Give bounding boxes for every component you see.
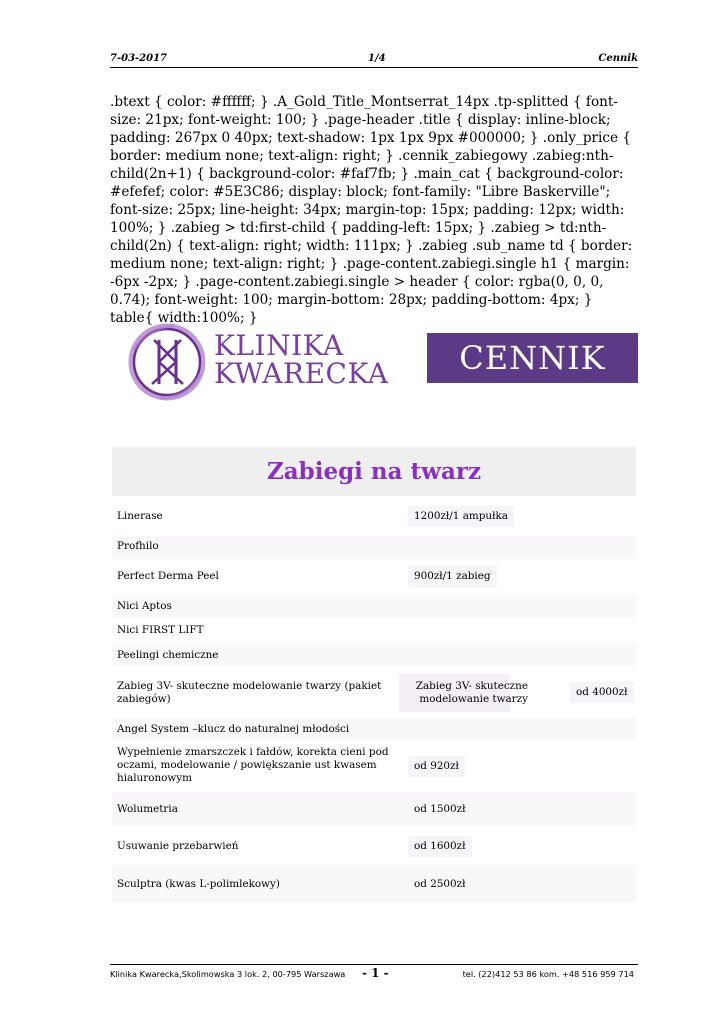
treatment-name: Angel System –klucz do naturalnej młodości [117,723,350,735]
treatment-name: Sculptra (kwas L-polimlekowy) [117,878,280,890]
footer-contact: tel. (22)412 53 86 kom. +48 516 959 714 [462,969,634,979]
treatment-name: Perfect Derma Peel [117,570,219,582]
price-row [112,536,636,558]
page-header [110,53,638,68]
footer-page-number: - 1 - [362,966,389,980]
treatment-sub-name: Zabieg 3V- skuteczne modelowanie twarzy [415,680,528,705]
category-title: Zabiegi na twarz [112,447,636,496]
treatment-name: Wolumetria [117,803,178,815]
sub-name-cell [399,674,528,712]
css-text-block: .btext { color: #ffffff; } .A_Gold_Title_Montserrat_14px .tp-splitted { font-size: 21px; font-weight: 100; } .page-header .title { display: inline-block; padding: 267px 0 40px; text-shadow: 1px 1px 9px #000000; } .only_price { border: medium none; text-align: right; } .cennik_zabiegowy .zabieg:nth-child(2n+1) { background-color: #faf7fb; } .main_cat { background-color: #efefef; color: #5E3C86; display: block; font-family: "Libre Baskerville"; font-size: 25px; line-height: 34px; margin-top: 15px; padding: 12px; width: 100%; } .zabieg > td:first-child { padding-left: 15px; } .zabieg > td:nth-child(2n) { text-align: right; width: 111px; } .zabieg .sub_name td { border: medium none; text-align: right; } .page-content.zabiegi.single h1 { margin: -6px -2px; } .page-content.zabiegi.single > header { color: rgba(0, 0, 0, 0.74); font-weight: 100; margin-bottom: 28px; padding-bottom: 4px; } table{ width:100%; } [110,94,633,326]
header-page: 1/4 [368,53,386,64]
treatment-price: 1200zł/1 ampułka [408,506,514,527]
price-row [112,596,636,618]
price-row [112,506,636,528]
treatment-price: 900zł/1 zabieg [408,566,497,587]
treatment-name: Nici Aptos [117,600,172,612]
klinika-kwarecka-logo [126,320,396,404]
treatment-name: Peelingi chemiczne [117,649,219,661]
price-row [112,792,636,826]
logo-line-1: KLINIKA [214,329,344,362]
logo-monogram-icon [126,320,208,404]
footer-address: Klinika Kwarecka,Skolimowska 3 lok. 2, 00-795 Warszawa [110,969,346,979]
page-footer [110,964,638,981]
treatment-price: od 4000zł [570,682,634,703]
treatment-price: od 1600zł [408,836,472,857]
price-row [112,866,636,902]
price-row [112,718,636,740]
logo-wordmark [214,329,389,390]
treatment-price: od 1500zł [414,803,466,815]
logo-line-2: KWARECKA [214,357,389,390]
treatment-name: Nici FIRST LIFT [117,624,204,636]
treatment-name: Wypełnienie zmarszczek i fałdów, korekta cieni pod oczami, modelowanie / powiększanie ust kwasem hialuronowym [117,746,389,784]
treatment-name: Zabieg 3V- skuteczne modelowanie twarzy (pakiet zabiegów) [117,680,382,705]
treatment-name: Usuwanie przebarwień [117,840,239,852]
cennik-banner: CENNIK [427,333,638,383]
treatment-price: od 920zł [408,756,465,777]
price-row [112,834,636,860]
treatment-price: od 2500zł [414,878,466,890]
treatment-name: Linerase [117,510,163,522]
price-row [112,566,636,588]
treatment-name: Profhilo [117,540,159,552]
price-row [112,644,636,666]
price-row [112,620,636,642]
price-row [112,746,636,788]
header-title: Cennik [598,53,638,64]
header-date: 7-03-2017 [110,53,168,64]
price-row [112,674,636,712]
